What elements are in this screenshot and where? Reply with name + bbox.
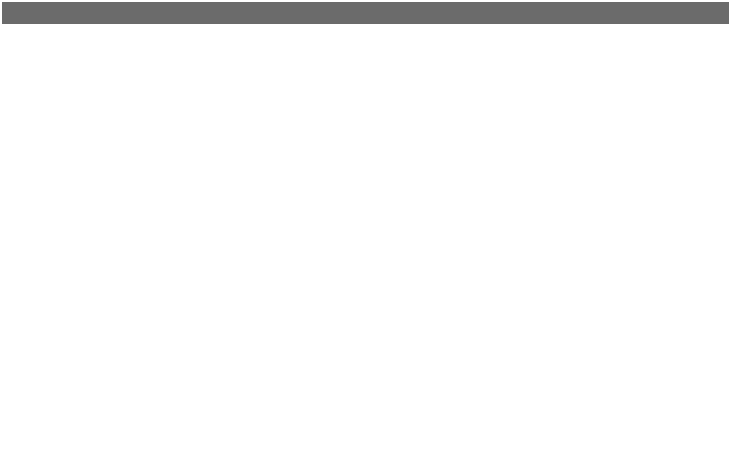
- table-figure: [2, 2, 729, 453]
- source-note: [2, 52, 729, 66]
- section-row-prices: [2, 40, 729, 52]
- section-header-row: [2, 24, 729, 40]
